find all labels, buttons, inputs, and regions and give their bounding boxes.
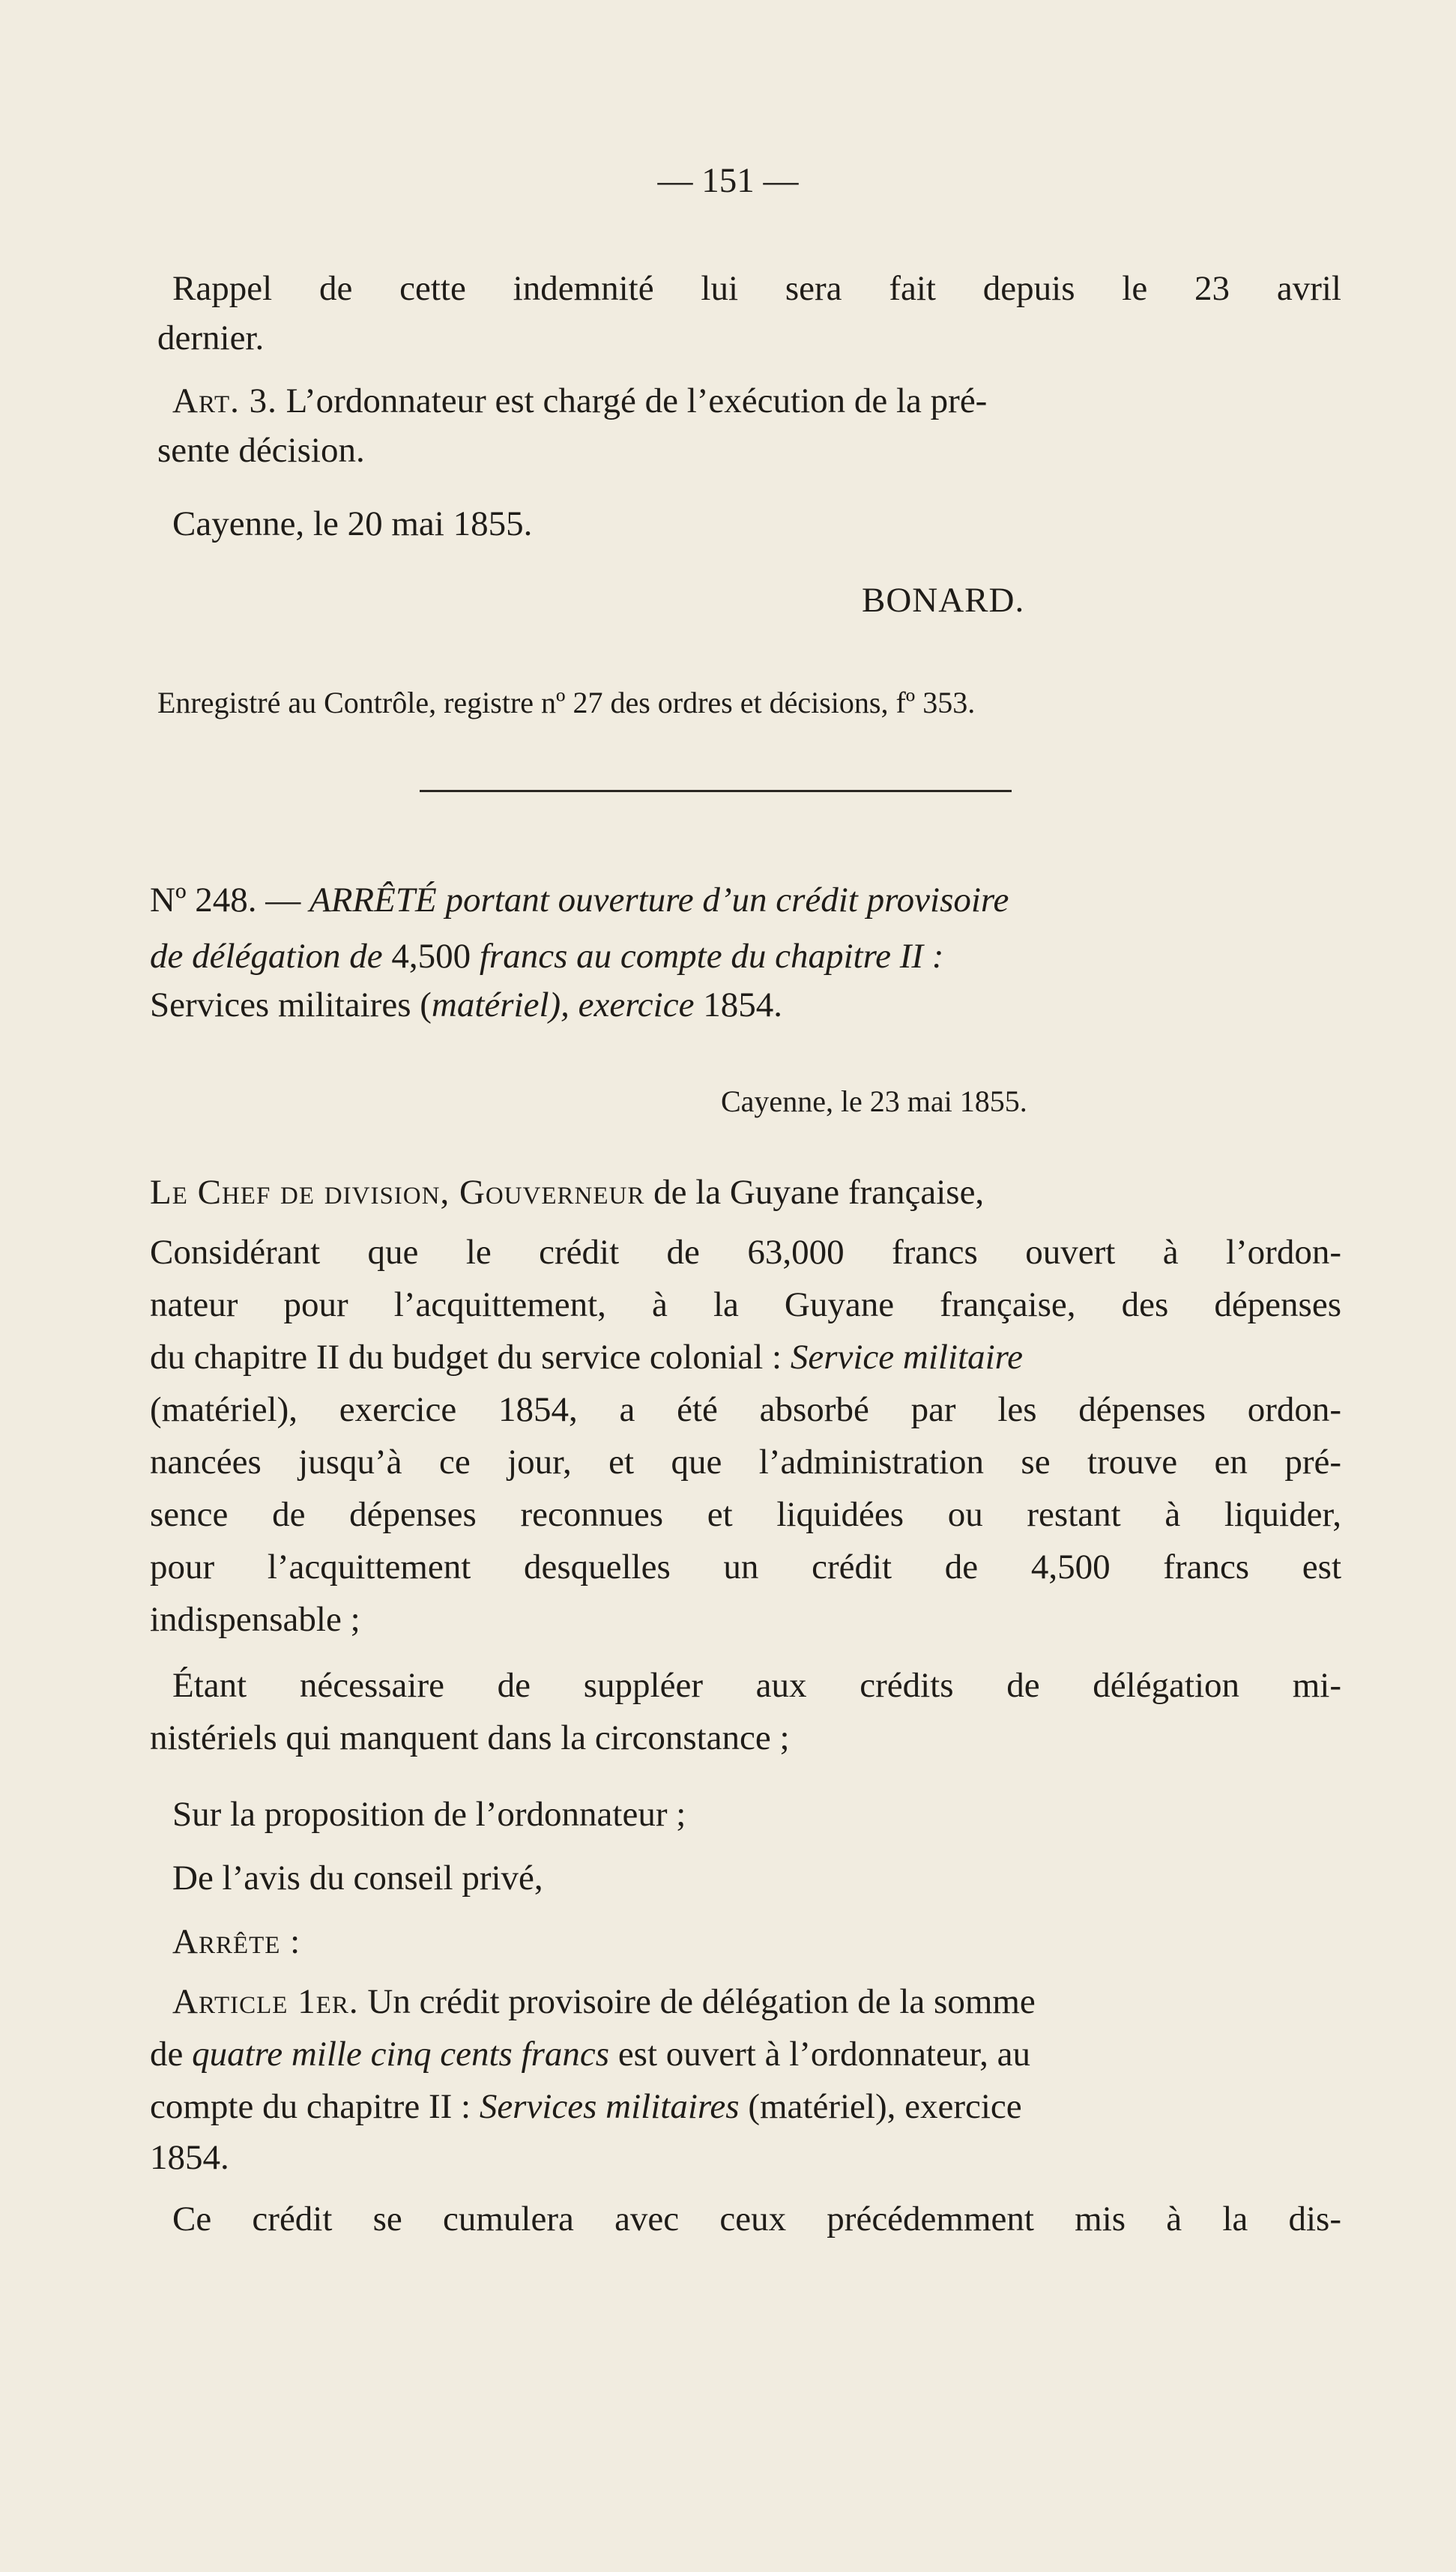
- decision-text-line: dernier.: [157, 319, 265, 357]
- proposition-line: Sur la proposition de l’ordonnateur ;: [172, 1795, 686, 1834]
- considerant-line: du chapitre II du budget du service colonial : Service militaire: [150, 1338, 1024, 1377]
- signature: BONARD.: [862, 581, 1025, 620]
- arrete-heading-line-1: [150, 883, 1009, 918]
- arrete-heading-line-3: Services militaires (matériel), exercice 1854.: [150, 985, 782, 1024]
- article-line-3: compte du chapitre II : Services militaires (matériel), exercice: [150, 2087, 1022, 2126]
- considerant-line: nateur pour l’acquittement, à la Guyane française, des dépenses: [150, 1285, 1341, 1324]
- considerant-line: Considérant que le crédit de 63,000 francs ouvert à l’ordon-: [150, 1233, 1341, 1272]
- art3-line-2: sente décision.: [157, 431, 365, 470]
- preamble-authority: Le Chef de division, Gouverneur: [150, 1173, 645, 1212]
- decision-text-line: Rappel de cette indemnité lui sera fait depuis le 23 avril: [172, 269, 1341, 308]
- art3-text: L’ordonnateur est chargé de l’exécution de la pré-: [286, 381, 988, 420]
- arrete-title: ARRÊTÉ portant ouverture d’un crédit provisoire: [309, 881, 1009, 920]
- arrete-date: Cayenne, le 23 mai 1855.: [721, 1084, 1027, 1118]
- page-number: — 151 —: [657, 161, 799, 200]
- article-line-2: de quatre mille cinq cents francs est ouvert à l’ordonnateur, au: [150, 2035, 1030, 2074]
- considerant-line: sence de dépenses reconnues et liquidées ou restant à liquider,: [150, 1495, 1341, 1534]
- preamble: [150, 1175, 984, 1210]
- section-divider: [420, 790, 1012, 792]
- article-label: Article 1er.: [172, 1982, 359, 2021]
- art3-label: Art. 3.: [172, 381, 277, 420]
- preamble-territory: de la Guyane française,: [653, 1173, 985, 1212]
- considerant-line: indispensable ;: [150, 1600, 360, 1639]
- considerant-line: pour l’acquittement desquelles un crédit de 4,500 francs est: [150, 1548, 1341, 1587]
- avis-line: De l’avis du conseil privé,: [172, 1859, 543, 1898]
- arrete-label: Arrête :: [172, 1922, 301, 1961]
- registration-note: Enregistré au Contrôle, registre nº 27 des ordres et décisions, fº 353.: [157, 686, 976, 719]
- decision-place-date: Cayenne, le 20 mai 1855.: [172, 504, 533, 543]
- considerant-line: (matériel), exercice 1854, a été absorbé par les dépenses ordon-: [150, 1390, 1341, 1429]
- art3-line: [172, 381, 988, 420]
- last-line: Ce crédit se cumulera avec ceux précédemment mis à la dis-: [172, 2200, 1341, 2239]
- arrete-number: Nº 248. —: [150, 881, 301, 920]
- article-line-4: 1854.: [150, 2138, 229, 2177]
- etant-line: nistériels qui manquent dans la circonstance ;: [150, 1718, 790, 1757]
- arrete-heading-line-2: de délégation de 4,500 francs au compte du chapitre II :: [150, 937, 944, 976]
- article-line-1: Article 1er. Un crédit provisoire de délégation de la somme: [172, 1982, 1036, 2021]
- considerant-line: nancées jusqu’à ce jour, et que l’administration se trouve en pré-: [150, 1443, 1341, 1482]
- etant-line: Étant nécessaire de suppléer aux crédits de délégation mi-: [172, 1666, 1341, 1705]
